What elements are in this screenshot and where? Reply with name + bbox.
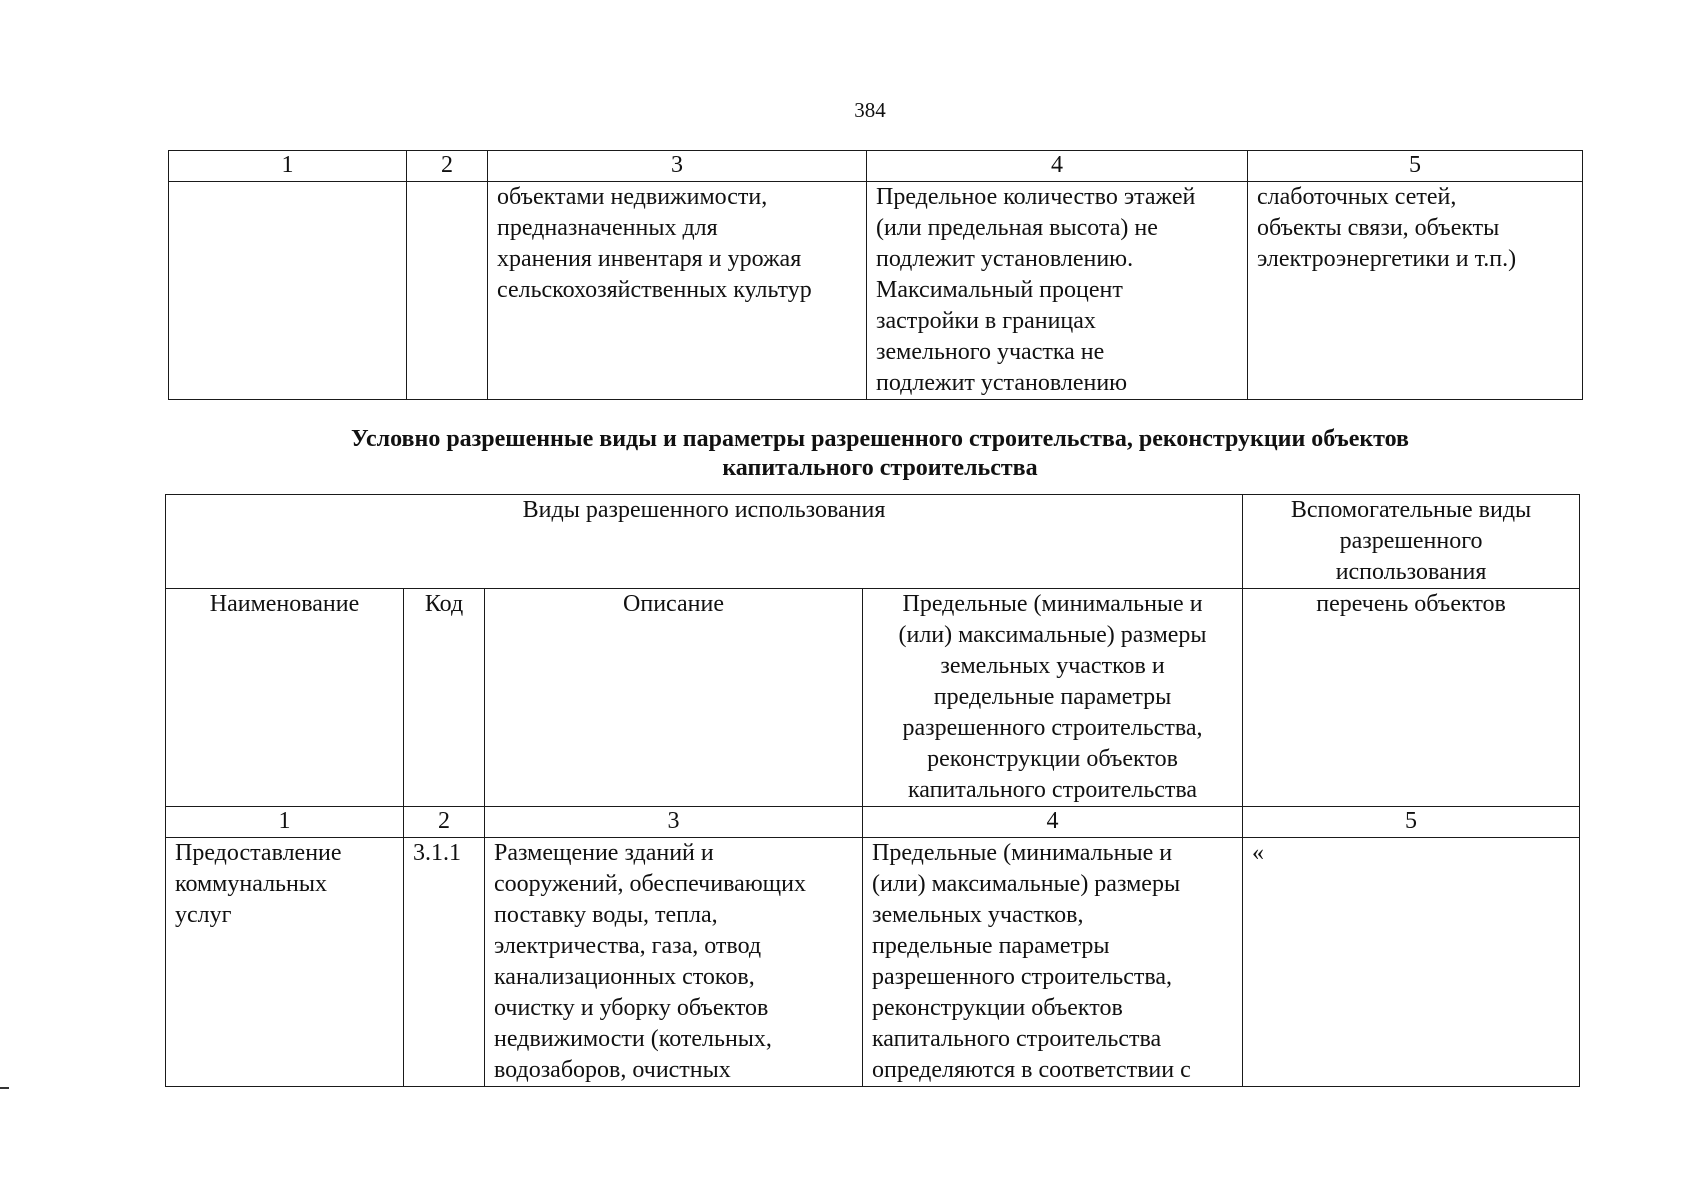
text-line: слаботочных сетей,	[1257, 184, 1457, 210]
header-main: Виды разрешенного использования	[166, 495, 1243, 589]
text-line: канализационных стоков,	[494, 964, 755, 990]
text-line: Предельные (минимальные и	[872, 840, 1173, 866]
text-line: определяются в соответствии с	[872, 1057, 1191, 1083]
column-number-cell: 3	[485, 807, 863, 838]
text-line: Вспомогательные виды	[1290, 497, 1532, 523]
text-line: Предельные (минимальные и	[902, 591, 1203, 617]
text-line: разрешенного строительства,	[902, 715, 1203, 741]
column-number-cell: 1	[166, 807, 404, 838]
name-header: Наименование	[166, 589, 404, 807]
description-header: Описание	[485, 589, 863, 807]
column-number-cell: 5	[1248, 151, 1583, 182]
page-number: 384	[854, 98, 886, 122]
text-line: недвижимости (котельных,	[494, 1026, 772, 1052]
text-line: предназначенных для	[497, 215, 718, 241]
objects-cell: «	[1243, 838, 1580, 1087]
text-line: использования	[1335, 559, 1487, 585]
text-line: сооружений, обеспечивающих	[494, 871, 806, 897]
description-cell	[488, 182, 867, 400]
parameters-header	[863, 589, 1243, 807]
parameters-cell	[867, 182, 1248, 400]
text-line: сельскохозяйственных культур	[497, 277, 812, 303]
continuation-table	[168, 150, 1583, 400]
column-number-cell: 1	[169, 151, 407, 182]
text-line: услуг	[175, 902, 232, 928]
table-row	[169, 182, 1583, 400]
text-line: предельные параметры	[872, 933, 1110, 959]
name-cell	[169, 182, 407, 400]
scan-edge-mark	[0, 1087, 9, 1089]
text-line: застройки в границах	[876, 308, 1096, 334]
objects-cell	[1248, 182, 1583, 400]
text-line: реконструкции объектов	[872, 995, 1123, 1021]
conditional-uses-table	[165, 494, 1580, 1087]
parameters-cell	[863, 838, 1243, 1087]
column-number-cell: 2	[404, 807, 485, 838]
text-line: земельных участков и	[940, 653, 1165, 679]
text-line: Размещение зданий и	[494, 840, 714, 866]
text-line: электричества, газа, отвод	[494, 933, 762, 959]
text-line: коммунальных	[175, 871, 327, 897]
text-line: подлежит установлению	[876, 370, 1128, 396]
text-line: реконструкции объектов	[927, 746, 1178, 772]
text-line: Предельное количество этажей	[876, 184, 1196, 210]
section-title	[170, 425, 1590, 483]
text-line: разрешенного	[1339, 528, 1483, 554]
column-number-row	[166, 807, 1580, 838]
text-line: объектами недвижимости,	[497, 184, 768, 210]
description-cell	[485, 838, 863, 1087]
text-line: (или) максимальные) размеры	[898, 622, 1207, 648]
name-cell	[166, 838, 404, 1087]
header-row	[166, 495, 1580, 589]
column-number-cell: 4	[867, 151, 1248, 182]
section-title-line: Условно разрешенные виды и параметры разрешенного строительства, реконструкции объектов	[350, 426, 1410, 452]
code-cell: 3.1.1	[404, 838, 485, 1087]
header-aux	[1243, 495, 1580, 589]
text-line: Предоставление	[175, 840, 342, 866]
text-line: поставку воды, тепла,	[494, 902, 718, 928]
text-line: земельных участков,	[872, 902, 1084, 928]
text-line: (или предельная высота) не	[876, 215, 1158, 241]
text-line: хранения инвентаря и урожая	[497, 246, 802, 272]
text-line: Максимальный процент	[876, 277, 1123, 303]
text-line: очистку и уборку объектов	[494, 995, 769, 1021]
section-title-line: капитального строительства	[722, 455, 1038, 481]
code-cell	[407, 182, 488, 400]
text-line: электроэнергетики и т.п.)	[1257, 246, 1517, 272]
column-number-cell: 2	[407, 151, 488, 182]
sub-header-row	[166, 589, 1580, 807]
column-number-row	[169, 151, 1583, 182]
objects-header: перечень объектов	[1243, 589, 1580, 807]
text-line: объекты связи, объекты	[1257, 215, 1500, 241]
text-line: капитального строительства	[907, 777, 1198, 803]
column-number-cell: 3	[488, 151, 867, 182]
text-line: подлежит установлению.	[876, 246, 1134, 272]
text-line: (или) максимальные) размеры	[872, 871, 1181, 897]
text-line: водозаборов, очистных	[494, 1057, 731, 1083]
code-header: Код	[404, 589, 485, 807]
column-number-cell: 5	[1243, 807, 1580, 838]
text-line: предельные параметры	[933, 684, 1172, 710]
text-line: капитального строительства	[872, 1026, 1162, 1052]
text-line: земельного участка не	[876, 339, 1105, 365]
column-number-cell: 4	[863, 807, 1243, 838]
table-row	[166, 838, 1580, 1087]
text-line: разрешенного строительства,	[872, 964, 1172, 990]
